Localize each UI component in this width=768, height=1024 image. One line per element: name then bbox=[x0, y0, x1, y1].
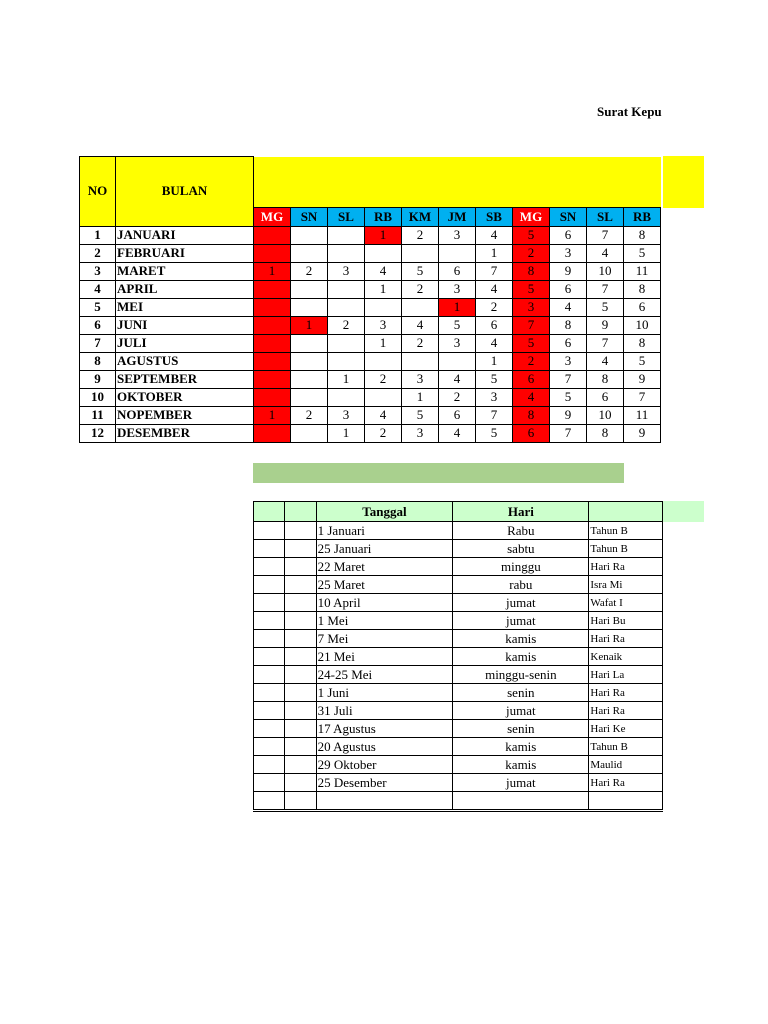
date-cell[interactable]: 1 bbox=[365, 226, 402, 244]
blank-cell[interactable] bbox=[285, 738, 316, 756]
holiday-row bbox=[254, 792, 663, 811]
holiday-description[interactable]: Wafat I bbox=[589, 594, 663, 612]
holiday-date[interactable] bbox=[316, 792, 453, 811]
month-row bbox=[80, 226, 661, 244]
holiday-date[interactable]: 25 Januari bbox=[316, 540, 453, 558]
date-cell[interactable] bbox=[365, 388, 402, 406]
date-cell[interactable]: 9 bbox=[624, 424, 661, 442]
holiday-date[interactable]: 25 Maret bbox=[316, 576, 453, 594]
date-cell[interactable] bbox=[254, 352, 291, 370]
date-cell[interactable]: 4 bbox=[365, 406, 402, 424]
month-row bbox=[80, 334, 661, 352]
holiday-day[interactable]: kamis bbox=[453, 648, 589, 666]
date-cell[interactable]: 5 bbox=[402, 262, 439, 280]
date-cell[interactable]: 7 bbox=[587, 226, 624, 244]
date-cell[interactable] bbox=[254, 424, 291, 442]
blank-cell[interactable] bbox=[254, 522, 285, 540]
date-cell[interactable] bbox=[291, 244, 328, 262]
holiday-day[interactable]: kamis bbox=[453, 738, 589, 756]
holiday-day[interactable]: rabu bbox=[453, 576, 589, 594]
blank-cell[interactable] bbox=[285, 612, 316, 630]
date-cell[interactable]: 5 bbox=[513, 280, 550, 298]
date-cell[interactable]: 7 bbox=[476, 406, 513, 424]
date-cell[interactable]: 5 bbox=[402, 406, 439, 424]
holiday-row bbox=[254, 540, 663, 558]
date-cell[interactable] bbox=[402, 352, 439, 370]
date-cell[interactable]: 3 bbox=[402, 370, 439, 388]
date-cell[interactable]: 10 bbox=[587, 262, 624, 280]
header-green-overflow bbox=[663, 501, 704, 522]
date-cell[interactable] bbox=[254, 316, 291, 334]
date-cell[interactable] bbox=[439, 352, 476, 370]
month-name: DESEMBER bbox=[116, 424, 254, 442]
blank-cell[interactable] bbox=[285, 540, 316, 558]
month-name: SEPTEMBER bbox=[116, 370, 254, 388]
header-blank-1 bbox=[254, 502, 285, 522]
day-header-rb: RB bbox=[624, 207, 661, 226]
date-cell[interactable]: 2 bbox=[365, 424, 402, 442]
month-name: NOPEMBER bbox=[116, 406, 254, 424]
month-number: 5 bbox=[80, 298, 116, 316]
month-number: 3 bbox=[80, 262, 116, 280]
date-cell[interactable]: 2 bbox=[402, 334, 439, 352]
month-number: 4 bbox=[80, 280, 116, 298]
holiday-row bbox=[254, 738, 663, 756]
holiday-description[interactable]: Hari Bu bbox=[589, 612, 663, 630]
date-cell[interactable]: 2 bbox=[402, 226, 439, 244]
holiday-description[interactable]: Kenaik bbox=[589, 648, 663, 666]
holiday-day[interactable]: sabtu bbox=[453, 540, 589, 558]
month-name: AGUSTUS bbox=[116, 352, 254, 370]
calendar-table bbox=[79, 156, 661, 443]
holiday-description[interactable]: Hari Ra bbox=[589, 702, 663, 720]
month-row bbox=[80, 370, 661, 388]
blank-cell[interactable] bbox=[254, 630, 285, 648]
date-cell[interactable]: 8 bbox=[624, 334, 661, 352]
date-cell[interactable] bbox=[291, 370, 328, 388]
holiday-day[interactable]: jumat bbox=[453, 612, 589, 630]
date-cell[interactable]: 5 bbox=[550, 388, 587, 406]
date-cell[interactable]: 8 bbox=[513, 406, 550, 424]
date-cell[interactable]: 1 bbox=[291, 316, 328, 334]
date-cell[interactable]: 10 bbox=[587, 406, 624, 424]
holiday-description[interactable]: Tahun B bbox=[589, 540, 663, 558]
header-yellow-overflow bbox=[663, 156, 704, 208]
holiday-row bbox=[254, 558, 663, 576]
date-cell[interactable] bbox=[291, 388, 328, 406]
date-cell[interactable] bbox=[328, 280, 365, 298]
date-cell[interactable] bbox=[254, 244, 291, 262]
date-cell[interactable] bbox=[328, 334, 365, 352]
holiday-row bbox=[254, 594, 663, 612]
blank-cell[interactable] bbox=[254, 684, 285, 702]
header-blank-2 bbox=[285, 502, 316, 522]
month-number: 7 bbox=[80, 334, 116, 352]
date-cell[interactable] bbox=[291, 298, 328, 316]
date-cell[interactable]: 5 bbox=[476, 424, 513, 442]
date-cell[interactable]: 1 bbox=[254, 262, 291, 280]
date-cell[interactable]: 4 bbox=[476, 226, 513, 244]
date-cell[interactable] bbox=[291, 280, 328, 298]
date-cell[interactable]: 6 bbox=[439, 406, 476, 424]
blank-cell[interactable] bbox=[254, 648, 285, 666]
date-cell[interactable] bbox=[291, 334, 328, 352]
blank-cell[interactable] bbox=[254, 558, 285, 576]
month-number: 2 bbox=[80, 244, 116, 262]
header-yellow-band bbox=[254, 157, 661, 208]
date-cell[interactable]: 1 bbox=[402, 388, 439, 406]
holiday-date[interactable]: 31 Juli bbox=[316, 702, 453, 720]
date-cell[interactable]: 4 bbox=[476, 334, 513, 352]
date-cell[interactable]: 8 bbox=[587, 370, 624, 388]
holiday-date[interactable]: 20 Agustus bbox=[316, 738, 453, 756]
date-cell[interactable]: 2 bbox=[439, 388, 476, 406]
date-cell[interactable] bbox=[291, 352, 328, 370]
date-cell[interactable] bbox=[402, 244, 439, 262]
holiday-description[interactable]: Tahun B bbox=[589, 522, 663, 540]
date-cell[interactable]: 7 bbox=[550, 424, 587, 442]
month-row bbox=[80, 388, 661, 406]
date-cell[interactable]: 2 bbox=[402, 280, 439, 298]
date-cell[interactable]: 1 bbox=[439, 298, 476, 316]
date-cell[interactable] bbox=[254, 298, 291, 316]
date-cell[interactable] bbox=[254, 370, 291, 388]
holiday-day[interactable]: jumat bbox=[453, 774, 589, 792]
holiday-day[interactable]: minggu bbox=[453, 558, 589, 576]
holiday-date[interactable]: 29 Oktober bbox=[316, 756, 453, 774]
holiday-date[interactable]: 10 April bbox=[316, 594, 453, 612]
date-cell[interactable]: 5 bbox=[587, 298, 624, 316]
date-cell[interactable] bbox=[291, 424, 328, 442]
day-header-sl: SL bbox=[328, 207, 365, 226]
date-cell[interactable]: 6 bbox=[476, 316, 513, 334]
date-cell[interactable]: 6 bbox=[513, 424, 550, 442]
date-cell[interactable] bbox=[402, 298, 439, 316]
date-cell[interactable] bbox=[254, 388, 291, 406]
blank-cell[interactable] bbox=[254, 720, 285, 738]
date-cell[interactable]: 8 bbox=[624, 226, 661, 244]
month-name: MARET bbox=[116, 262, 254, 280]
date-cell[interactable] bbox=[328, 352, 365, 370]
month-number: 12 bbox=[80, 424, 116, 442]
date-cell[interactable]: 1 bbox=[476, 352, 513, 370]
blank-cell[interactable] bbox=[254, 666, 285, 684]
holiday-day[interactable]: kamis bbox=[453, 756, 589, 774]
month-number: 9 bbox=[80, 370, 116, 388]
date-cell[interactable]: 7 bbox=[587, 334, 624, 352]
date-cell[interactable]: 1 bbox=[365, 280, 402, 298]
holiday-day[interactable]: jumat bbox=[453, 702, 589, 720]
holiday-date[interactable]: 7 Mei bbox=[316, 630, 453, 648]
date-cell[interactable]: 9 bbox=[624, 370, 661, 388]
holiday-day[interactable]: Rabu bbox=[453, 522, 589, 540]
holiday-description[interactable]: Maulid bbox=[589, 756, 663, 774]
date-cell[interactable]: 3 bbox=[439, 226, 476, 244]
blank-cell[interactable] bbox=[254, 702, 285, 720]
month-number: 1 bbox=[80, 226, 116, 244]
date-cell[interactable] bbox=[365, 298, 402, 316]
date-cell[interactable]: 3 bbox=[439, 280, 476, 298]
header-no: NO bbox=[80, 157, 116, 227]
date-cell[interactable]: 2 bbox=[328, 316, 365, 334]
section-bar bbox=[253, 463, 624, 483]
date-cell[interactable]: 1 bbox=[254, 406, 291, 424]
date-cell[interactable]: 2 bbox=[365, 370, 402, 388]
date-cell[interactable] bbox=[328, 226, 365, 244]
date-cell[interactable]: 6 bbox=[550, 280, 587, 298]
blank-cell[interactable] bbox=[285, 576, 316, 594]
date-cell[interactable]: 9 bbox=[550, 262, 587, 280]
day-header-sb: SB bbox=[476, 207, 513, 226]
day-header-jm: JM bbox=[439, 207, 476, 226]
blank-cell[interactable] bbox=[285, 522, 316, 540]
month-row bbox=[80, 244, 661, 262]
holiday-description[interactable]: Hari Ra bbox=[589, 684, 663, 702]
date-cell[interactable]: 4 bbox=[550, 298, 587, 316]
date-cell[interactable]: 1 bbox=[328, 370, 365, 388]
holiday-row bbox=[254, 666, 663, 684]
holiday-date[interactable]: 21 Mei bbox=[316, 648, 453, 666]
holiday-row bbox=[254, 612, 663, 630]
date-cell[interactable]: 6 bbox=[587, 388, 624, 406]
calendar-body bbox=[80, 226, 661, 442]
date-cell[interactable]: 3 bbox=[328, 406, 365, 424]
month-name: JUNI bbox=[116, 316, 254, 334]
date-cell[interactable] bbox=[328, 298, 365, 316]
blank-cell[interactable] bbox=[285, 774, 316, 792]
month-name: MEI bbox=[116, 298, 254, 316]
month-row bbox=[80, 298, 661, 316]
date-cell[interactable]: 5 bbox=[513, 334, 550, 352]
date-cell[interactable]: 7 bbox=[476, 262, 513, 280]
date-cell[interactable]: 6 bbox=[513, 370, 550, 388]
holiday-row bbox=[254, 576, 663, 594]
holiday-description[interactable]: Isra Mi bbox=[589, 576, 663, 594]
blank-cell[interactable] bbox=[254, 756, 285, 774]
holiday-date[interactable]: 17 Agustus bbox=[316, 720, 453, 738]
date-cell[interactable]: 8 bbox=[513, 262, 550, 280]
holiday-date[interactable]: 1 Mei bbox=[316, 612, 453, 630]
date-cell[interactable]: 7 bbox=[587, 280, 624, 298]
date-cell[interactable] bbox=[439, 244, 476, 262]
holiday-row bbox=[254, 756, 663, 774]
date-cell[interactable]: 5 bbox=[624, 244, 661, 262]
date-cell[interactable]: 8 bbox=[587, 424, 624, 442]
date-cell[interactable]: 3 bbox=[402, 424, 439, 442]
date-cell[interactable]: 9 bbox=[587, 316, 624, 334]
month-row bbox=[80, 316, 661, 334]
date-cell[interactable]: 6 bbox=[550, 334, 587, 352]
date-cell[interactable]: 5 bbox=[476, 370, 513, 388]
holiday-day[interactable]: senin bbox=[453, 684, 589, 702]
date-cell[interactable] bbox=[328, 244, 365, 262]
holiday-date[interactable]: 22 Maret bbox=[316, 558, 453, 576]
holiday-date[interactable]: 1 Juni bbox=[316, 684, 453, 702]
date-cell[interactable]: 11 bbox=[624, 262, 661, 280]
holiday-description[interactable] bbox=[589, 792, 663, 811]
date-cell[interactable]: 4 bbox=[476, 280, 513, 298]
header-bulan: BULAN bbox=[116, 157, 254, 227]
date-cell[interactable]: 1 bbox=[328, 424, 365, 442]
date-cell[interactable] bbox=[254, 280, 291, 298]
header-hari: Hari bbox=[453, 502, 589, 522]
blank-cell[interactable] bbox=[285, 756, 316, 774]
holiday-day[interactable]: jumat bbox=[453, 594, 589, 612]
date-cell[interactable]: 10 bbox=[624, 316, 661, 334]
date-cell[interactable]: 3 bbox=[550, 352, 587, 370]
blank-cell[interactable] bbox=[254, 594, 285, 612]
date-cell[interactable]: 4 bbox=[439, 370, 476, 388]
date-cell[interactable]: 3 bbox=[365, 316, 402, 334]
month-name: JANUARI bbox=[116, 226, 254, 244]
blank-cell[interactable] bbox=[254, 774, 285, 792]
blank-cell[interactable] bbox=[254, 612, 285, 630]
month-name: FEBRUARI bbox=[116, 244, 254, 262]
holiday-day[interactable]: senin bbox=[453, 720, 589, 738]
holiday-body bbox=[254, 522, 663, 811]
date-cell[interactable] bbox=[328, 388, 365, 406]
month-number: 10 bbox=[80, 388, 116, 406]
month-row bbox=[80, 280, 661, 298]
date-cell[interactable]: 3 bbox=[328, 262, 365, 280]
date-cell[interactable]: 4 bbox=[439, 424, 476, 442]
blank-cell[interactable] bbox=[254, 738, 285, 756]
date-cell[interactable]: 8 bbox=[624, 280, 661, 298]
month-row bbox=[80, 352, 661, 370]
date-cell[interactable]: 5 bbox=[513, 226, 550, 244]
month-row bbox=[80, 262, 661, 280]
blank-cell[interactable] bbox=[254, 792, 285, 811]
blank-cell[interactable] bbox=[285, 648, 316, 666]
header-keterangan bbox=[589, 502, 663, 522]
date-cell[interactable]: 7 bbox=[550, 370, 587, 388]
day-header-mg: MG bbox=[254, 207, 291, 226]
month-number: 11 bbox=[80, 406, 116, 424]
blank-cell[interactable] bbox=[285, 666, 316, 684]
holiday-description[interactable]: Hari Ra bbox=[589, 558, 663, 576]
blank-cell[interactable] bbox=[285, 684, 316, 702]
date-cell[interactable] bbox=[254, 226, 291, 244]
date-cell[interactable] bbox=[365, 352, 402, 370]
date-cell[interactable]: 5 bbox=[624, 352, 661, 370]
holiday-table bbox=[253, 501, 663, 812]
date-cell[interactable]: 6 bbox=[624, 298, 661, 316]
date-cell[interactable] bbox=[254, 334, 291, 352]
date-cell[interactable]: 3 bbox=[476, 388, 513, 406]
date-cell[interactable] bbox=[291, 226, 328, 244]
holiday-row bbox=[254, 522, 663, 540]
blank-cell[interactable] bbox=[285, 558, 316, 576]
blank-cell[interactable] bbox=[285, 702, 316, 720]
date-cell[interactable]: 2 bbox=[291, 406, 328, 424]
date-cell[interactable]: 4 bbox=[365, 262, 402, 280]
holiday-row bbox=[254, 630, 663, 648]
month-name: JULI bbox=[116, 334, 254, 352]
holiday-description[interactable]: Hari Ra bbox=[589, 774, 663, 792]
blank-cell[interactable] bbox=[285, 594, 316, 612]
date-cell[interactable]: 7 bbox=[624, 388, 661, 406]
day-header-rb: RB bbox=[365, 207, 402, 226]
month-row bbox=[80, 424, 661, 442]
date-cell[interactable]: 2 bbox=[476, 298, 513, 316]
holiday-row bbox=[254, 720, 663, 738]
document-title: Surat Kepu bbox=[597, 104, 662, 119]
day-header-km: KM bbox=[402, 207, 439, 226]
date-cell[interactable]: 3 bbox=[513, 298, 550, 316]
holiday-description[interactable]: Hari Ra bbox=[589, 630, 663, 648]
blank-cell[interactable] bbox=[285, 630, 316, 648]
date-cell[interactable]: 3 bbox=[439, 334, 476, 352]
month-name: APRIL bbox=[116, 280, 254, 298]
blank-cell[interactable] bbox=[285, 720, 316, 738]
date-cell[interactable]: 1 bbox=[476, 244, 513, 262]
day-header-mg: MG bbox=[513, 207, 550, 226]
date-cell[interactable]: 7 bbox=[513, 316, 550, 334]
holiday-day[interactable]: minggu-senin bbox=[453, 666, 589, 684]
date-cell[interactable]: 4 bbox=[587, 244, 624, 262]
holiday-day[interactable]: kamis bbox=[453, 630, 589, 648]
holiday-row bbox=[254, 702, 663, 720]
holiday-row bbox=[254, 774, 663, 792]
date-cell[interactable]: 9 bbox=[550, 406, 587, 424]
date-cell[interactable] bbox=[365, 244, 402, 262]
date-cell[interactable]: 11 bbox=[624, 406, 661, 424]
date-cell[interactable]: 6 bbox=[439, 262, 476, 280]
date-cell[interactable]: 5 bbox=[439, 316, 476, 334]
blank-cell[interactable] bbox=[254, 540, 285, 558]
holiday-row bbox=[254, 684, 663, 702]
month-number: 8 bbox=[80, 352, 116, 370]
day-header-sl: SL bbox=[587, 207, 624, 226]
date-cell[interactable]: 2 bbox=[513, 244, 550, 262]
date-cell[interactable]: 4 bbox=[402, 316, 439, 334]
month-number: 6 bbox=[80, 316, 116, 334]
holiday-description[interactable]: Hari La bbox=[589, 666, 663, 684]
month-row bbox=[80, 406, 661, 424]
blank-cell[interactable] bbox=[254, 576, 285, 594]
date-cell[interactable]: 4 bbox=[513, 388, 550, 406]
date-cell[interactable]: 3 bbox=[550, 244, 587, 262]
date-cell[interactable]: 2 bbox=[291, 262, 328, 280]
holiday-date[interactable]: 1 Januari bbox=[316, 522, 453, 540]
header-tanggal: Tanggal bbox=[316, 502, 453, 522]
date-cell[interactable]: 2 bbox=[513, 352, 550, 370]
date-cell[interactable]: 6 bbox=[550, 226, 587, 244]
date-cell[interactable]: 1 bbox=[365, 334, 402, 352]
holiday-date[interactable]: 24-25 Mei bbox=[316, 666, 453, 684]
date-cell[interactable]: 4 bbox=[587, 352, 624, 370]
date-cell[interactable]: 8 bbox=[550, 316, 587, 334]
holiday-description[interactable]: Tahun B bbox=[589, 738, 663, 756]
month-name: OKTOBER bbox=[116, 388, 254, 406]
day-header-sn: SN bbox=[550, 207, 587, 226]
holiday-row bbox=[254, 648, 663, 666]
day-header-sn: SN bbox=[291, 207, 328, 226]
holiday-date[interactable]: 25 Desember bbox=[316, 774, 453, 792]
holiday-day[interactable] bbox=[453, 792, 589, 811]
blank-cell[interactable] bbox=[285, 792, 316, 811]
holiday-description[interactable]: Hari Ke bbox=[589, 720, 663, 738]
